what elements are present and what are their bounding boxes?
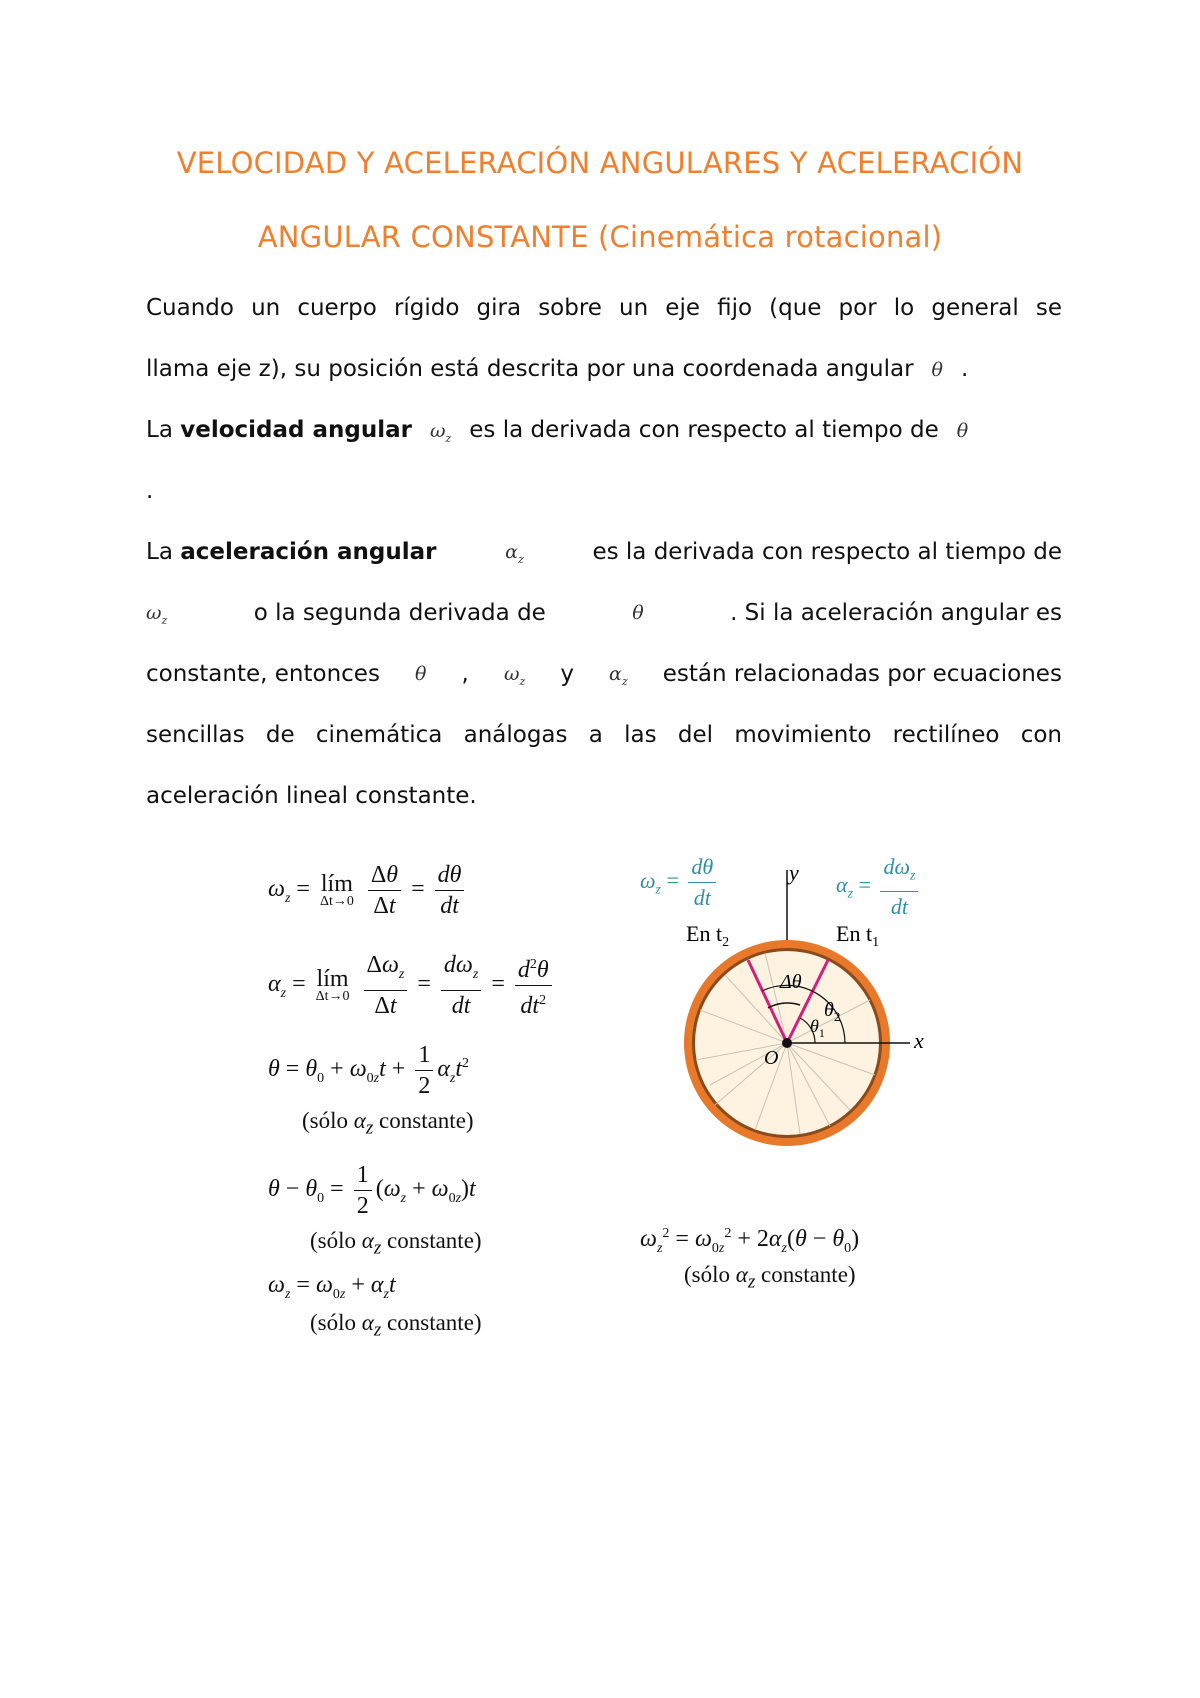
period: . (960, 356, 969, 382)
fraction: $\frac{d\theta}{dt}$ (688, 852, 716, 913)
text-group (146, 522, 437, 583)
page-title-line-2: ANGULAR CONSTANTE (Cinemática rotacional) (257, 220, 943, 254)
sub: 1 (872, 935, 880, 950)
fraction: $\frac{1}{2}$ (354, 1160, 372, 1221)
fraction: $\frac{1}{2}$ (415, 1040, 433, 1101)
delta-theta-label: Δθ (780, 971, 802, 993)
solo: (sólo (684, 1262, 730, 1287)
constante: constante) (387, 1310, 482, 1335)
term-aceleracion-angular: aceleración angular (180, 539, 437, 565)
z: z (519, 674, 526, 688)
origin-label: O (764, 1047, 779, 1069)
note-alpha-constant: (sólo $\alpha_z$ constante) (684, 1262, 856, 1293)
text: . Si la aceleración angular es (730, 600, 1062, 626)
lim-text: lím (320, 871, 353, 897)
body-line-7 (146, 644, 1062, 705)
body-line-3 (146, 400, 1062, 461)
constante: constante) (379, 1108, 474, 1133)
text: o la segunda derivada de (253, 600, 546, 626)
theta: θ (824, 999, 834, 1021)
solo: (sólo (310, 1310, 356, 1335)
alpha-z-symbol (609, 644, 628, 705)
alpha: α (609, 663, 622, 685)
fraction: $\frac{d\omega_z}{dt}$ (441, 950, 481, 1021)
text: y (560, 661, 574, 687)
fraction: $\frac{d\omega_z}{dt}$ (880, 852, 918, 922)
text: La (146, 417, 173, 443)
text: es la derivada con respecto al tiempo de (592, 539, 1062, 565)
omega: ω (503, 663, 520, 685)
omega-z-symbol (429, 420, 452, 445)
body-line-1: Cuando un cuerpo rígido gira sobre un eje fijo (que por lo general se (146, 295, 1062, 321)
alpha: α (505, 541, 519, 563)
eq-theta-position: $\theta = \theta_0 + \omega_{0z}t$ + $\frac{1}{2}$ $\alpha_zt^2$ (268, 1042, 470, 1099)
lim-sub: Δt→0 (315, 989, 350, 1004)
theta: θ (810, 1016, 819, 1036)
note-alpha-constant: (sólo $\alpha_z$ constante) (310, 1310, 482, 1341)
constante: constante) (387, 1228, 482, 1253)
lim-text: lím (316, 966, 349, 992)
term-velocidad-angular: velocidad angular (180, 417, 412, 443)
text: La (146, 539, 173, 565)
z: z (161, 613, 168, 627)
body-line-5 (146, 522, 1062, 583)
eq-omega-dtheta-dt: $\omega_z$ = $\frac{d\theta}{dt}$ (640, 852, 720, 913)
origin-point (782, 1038, 792, 1048)
text: es la derivada con respecto al tiempo de (469, 417, 939, 443)
body-line-9: aceleración lineal constante. (146, 783, 477, 809)
body-line-2 (146, 339, 1062, 400)
rotating-disk-diagram (670, 860, 940, 1170)
limit (320, 871, 354, 910)
text: están relacionadas por ecuaciones (662, 661, 1062, 687)
text: En t (686, 921, 723, 946)
eq-omega-squared: $\omega_z^2 = \omega_{0z}^2 + 2\alpha_z(\theta - \theta_0)$ (640, 1226, 860, 1256)
body-paragraph (146, 278, 1062, 827)
fraction: $\frac{d^2\theta}{dt^2}$ (515, 950, 552, 1021)
sub: 1 (818, 1026, 825, 1040)
fraction: $\frac{\Delta\omega_z}{\Delta t}$ (364, 950, 408, 1021)
note-alpha-constant: (sólo $\alpha_z$ constante) (310, 1228, 482, 1259)
theta-symbol: θ (956, 420, 969, 442)
y-axis-label: y (789, 860, 799, 885)
theta-symbol: θ (415, 663, 427, 685)
label-en-t2 (686, 921, 729, 950)
lim-sub: Δt→0 (319, 894, 354, 909)
z: z (621, 674, 628, 688)
note-alpha-constant: (sólo $\alpha_z$ constante) (302, 1108, 474, 1139)
theta-symbol: θ (632, 602, 644, 624)
eq-alpha-domega-dt: $\alpha_z$ = $\frac{d\omega_z}{dt}$ (836, 852, 922, 922)
eq-theta-average: $\theta - \theta_0$ = $\frac{1}{2}$ $(\omega_z + \omega_{0z})t$ (268, 1162, 476, 1219)
text: En t (836, 921, 873, 946)
eq-omega-linear: $\omega_z = \omega_{0z} + \alpha_zt$ (268, 1272, 396, 1302)
label-en-t1 (836, 921, 879, 950)
comma: , (461, 661, 469, 687)
sub: 2 (833, 1009, 841, 1024)
z: z (445, 431, 452, 445)
constante: constante) (761, 1262, 856, 1287)
x-axis-label: x (914, 1028, 924, 1053)
alpha-z-symbol (505, 522, 524, 583)
solo: (sólo (302, 1108, 348, 1133)
solo: (sólo (310, 1228, 356, 1253)
omega-z-symbol (146, 583, 167, 644)
text: llama eje z), su posición está descrita por una coordenada angular (146, 356, 914, 382)
fraction: $\frac{d\theta}{dt}$ (435, 860, 465, 921)
fraction: $\frac{\Delta\theta}{\Delta t}$ (368, 860, 401, 921)
body-line-8: sencillas de cinemática análogas a las del movimiento rectilíneo con (146, 722, 1062, 748)
sub: 2 (722, 935, 730, 950)
limit (316, 966, 350, 1005)
z: z (518, 552, 524, 566)
body-line-6 (146, 583, 1062, 644)
text: constante, entonces (146, 661, 380, 687)
omega: ω (429, 420, 446, 442)
eq-omega-definition: $\omega_z$ = lím Δt→0 $\frac{\Delta\theta}{\Delta t}$ = $\frac{d\theta}{dt}$ (268, 860, 468, 921)
body-line-4: . (146, 478, 154, 504)
eq-alpha-definition: $\alpha_z$ = lím Δt→0 $\frac{\Delta\omega_z}{\Delta t}$ = $\frac{d\omega_z}{dt}$ = $\frac{d^2\theta}{dt^2}$ (268, 950, 556, 1021)
page-title-line-1: VELOCIDAD Y ACELERACIÓN ANGULARES Y ACELERACIÓN (176, 146, 1024, 180)
omega: ω (146, 602, 162, 624)
omega-z-symbol (504, 644, 525, 705)
theta-symbol: θ (931, 359, 943, 381)
